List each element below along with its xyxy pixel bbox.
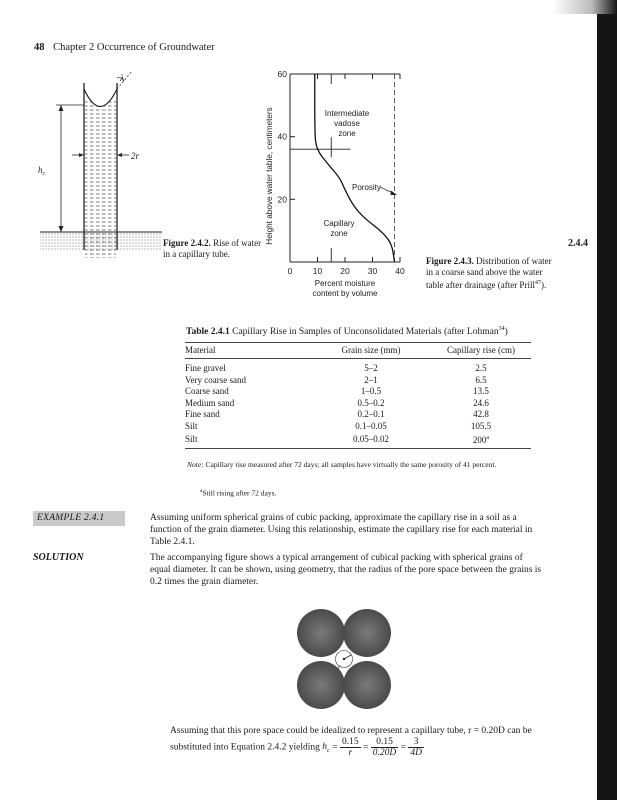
table-row bbox=[185, 359, 531, 375]
zone-lower-line1: Capillary bbox=[323, 219, 355, 228]
fraction-1: $\frac{0.15}{r}$ bbox=[342, 737, 359, 758]
grain-top-right bbox=[343, 609, 391, 657]
grain-bottom-right bbox=[343, 661, 391, 709]
scan-edge-top bbox=[553, 0, 617, 14]
moisture-distribution-chart bbox=[254, 66, 434, 306]
y-tick-label: 40 bbox=[277, 131, 287, 142]
cell-grain-size: 0.5–0.2 bbox=[357, 397, 385, 408]
porosity-label: Porosity bbox=[352, 183, 381, 192]
figure-2-4-2-caption: Figure 2.4.2. Rise of water in a capillary tube. bbox=[163, 238, 262, 259]
table-row bbox=[185, 421, 531, 433]
cell-grain-size: 0.1–0.05 bbox=[355, 420, 387, 431]
header-material: Material bbox=[185, 343, 311, 359]
equation-line: substituted into Equation 2.4.2 yielding $h_c$ = $\frac{0.15}{r}$ = $\frac{0.15}{0.20D}$ = $\frac{3}{4D}$ bbox=[170, 737, 422, 758]
table-row bbox=[185, 375, 531, 387]
eq-hc: $h_c$ bbox=[322, 741, 330, 754]
table-row bbox=[185, 398, 531, 410]
zone-upper-line2: vadose bbox=[334, 119, 360, 128]
cell-capillary-rise: 24.6 bbox=[473, 397, 489, 408]
table-title: Table 2.4.1 Capillary Rise in Samples of Unconsolidated Materials (after Lohman$^{34}$) bbox=[186, 326, 508, 338]
solution-text: The accompanying figure shows a typical arrangement of cubical packing with spherical grains of equal diameter. It can be shown, using geometry, that the radius of the pore space between the grains is 0.2 times the grain diameter. bbox=[150, 553, 542, 587]
fraction-2: $\frac{0.15}{0.20D}$ bbox=[372, 737, 397, 758]
page-header bbox=[34, 42, 215, 53]
x-axis-label-line2: content by volume bbox=[312, 289, 378, 298]
cell-capillary-rise: 42.8 bbox=[473, 409, 489, 420]
tube-water bbox=[85, 100, 116, 258]
fraction-3: $\frac{3}{4D}$ bbox=[410, 737, 422, 758]
cell-material: Very coarse sand bbox=[185, 374, 246, 385]
x-tick-label: 30 bbox=[367, 266, 378, 276]
two-r-label: 2r bbox=[131, 151, 140, 161]
final-text: Assuming that this pore space could be idealized to represent a capillary tube, r = 0.20D can be bbox=[170, 726, 532, 736]
x-tick-label: 0 bbox=[287, 266, 293, 276]
grain-top-left bbox=[297, 609, 345, 657]
zone-upper-line3: zone bbox=[338, 129, 356, 138]
table-row bbox=[185, 386, 531, 398]
header-grain-size: Grain size (mm) bbox=[311, 343, 431, 359]
cell-material: Coarse sand bbox=[185, 386, 229, 397]
table-header-row bbox=[185, 343, 531, 359]
cell-material: Fine gravel bbox=[185, 363, 226, 373]
scan-edge bbox=[597, 0, 617, 800]
pore-radius-label: r bbox=[338, 663, 341, 671]
table-row bbox=[185, 409, 531, 421]
cell-capillary-rise: 13.5 bbox=[473, 386, 489, 397]
table-footnote: $^a$Still rising after 72 days. bbox=[200, 488, 277, 498]
cubic-packing-figure bbox=[296, 606, 392, 712]
figure-2-4-3-caption: Figure 2.4.3. Distribution of water in a coarse sand above the water table after drainage (after Prill$^{47}$). bbox=[426, 256, 552, 290]
example-text: Assuming uniform spherical grains of cubic packing, approximate the capillary rise in a soil as a function of the grain diameter. Using this relationship, estimate the capillary rise for each material in Table 2.4.1. bbox=[150, 513, 533, 547]
cell-grain-size: 1–0.5 bbox=[360, 386, 382, 397]
cell-grain-size: 0.05–0.02 bbox=[311, 433, 431, 449]
table-row bbox=[185, 433, 531, 449]
solution-label: SOLUTION bbox=[33, 552, 84, 563]
cell-capillary-rise: 6.5 bbox=[475, 374, 487, 385]
zone-upper-line1: Intermediate bbox=[324, 109, 370, 118]
x-tick-label: 20 bbox=[340, 266, 350, 276]
cell-material: Silt bbox=[185, 420, 198, 431]
cell-capillary-rise: 2.5 bbox=[475, 363, 487, 373]
page-number: 48 bbox=[34, 42, 45, 53]
cell-material: Silt bbox=[185, 433, 311, 449]
cell-capillary-rise: 105.5 bbox=[470, 420, 492, 431]
section-number-margin: 2.4.4 bbox=[568, 238, 588, 249]
cell-material: Medium sand bbox=[185, 397, 235, 408]
capillary-rise-table bbox=[185, 342, 531, 449]
y-axis-label: Height above water table, centimeters bbox=[265, 107, 274, 245]
x-tick-label: 40 bbox=[395, 266, 405, 276]
example-label: EXAMPLE 2.4.1 bbox=[33, 511, 125, 526]
cell-material: Fine sand bbox=[185, 409, 220, 420]
y-tick-label: 20 bbox=[277, 194, 287, 205]
header-capillary-rise: Capillary rise (cm) bbox=[431, 343, 531, 359]
y-tick-label: 60 bbox=[277, 69, 287, 79]
cell-grain-size: 2–1 bbox=[364, 374, 378, 385]
table-note: Note: Capillary rise measured after 72 days; all samples have virtually the same porosity of 41 percent. bbox=[187, 460, 497, 469]
cell-grain-size: 0.2–0.1 bbox=[357, 409, 385, 420]
x-axis-label-line1: Percent moisture bbox=[314, 279, 376, 288]
chapter-title: Chapter 2 Occurrence of Groundwater bbox=[53, 42, 215, 53]
hc-label: $h_c$ bbox=[38, 165, 46, 177]
cell-capillary-rise: 200$^a$ bbox=[431, 433, 531, 449]
zone-lower-line2: zone bbox=[330, 229, 348, 238]
moisture-curve bbox=[315, 74, 395, 262]
lambda-label: λ bbox=[120, 73, 124, 83]
cell-grain-size: 5–2 bbox=[364, 363, 378, 373]
capillary-tube-figure bbox=[36, 68, 166, 258]
x-tick-label: 10 bbox=[312, 266, 323, 276]
